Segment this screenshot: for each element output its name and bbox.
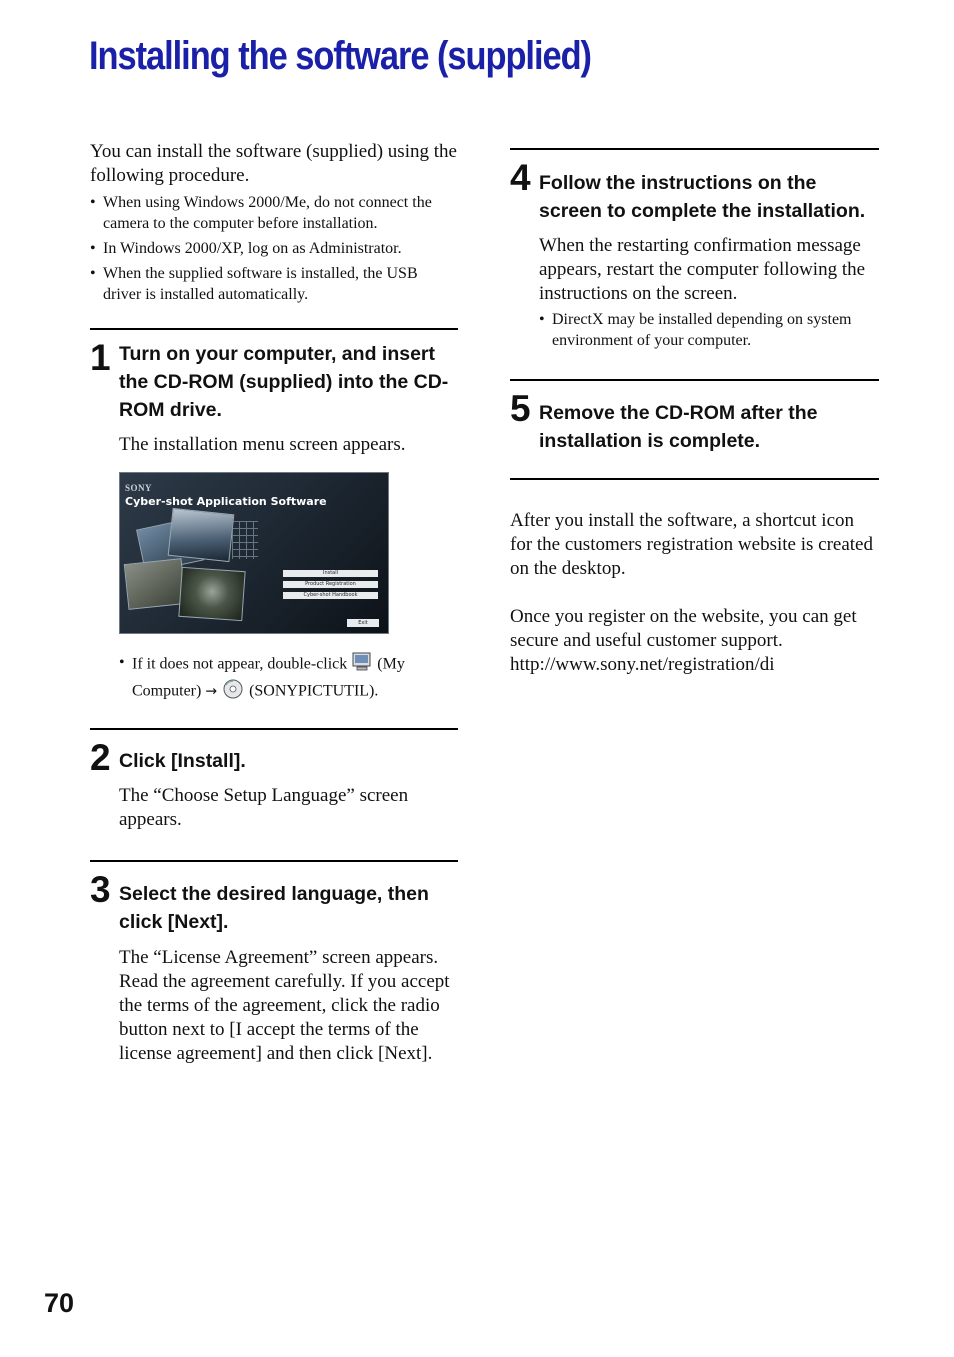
step-3 — [90, 860, 458, 1066]
screenshot-title: Cyber-shot Application Software — [125, 495, 327, 508]
my-computer-icon — [351, 652, 373, 678]
step-body — [119, 784, 458, 832]
photo-thumbnail — [168, 508, 235, 562]
after-install-text: Once you register on the website, you can get secure and useful customer support. — [510, 606, 857, 651]
step-heading: Turn on your computer, and insert the CD-ROM (supplied) into the CD-ROM drive. — [119, 343, 449, 421]
step-text: The “Choose Setup Language” screen appears. — [119, 785, 409, 830]
step-number: 1 — [90, 337, 111, 378]
step-text: The “License Agreement” screen appears. — [119, 947, 439, 968]
intro-bullet-list — [90, 192, 458, 305]
page-title: Installing the software (supplied) — [89, 34, 591, 78]
step-note-list — [119, 652, 458, 706]
step-body — [119, 946, 458, 1066]
page-number: 70 — [44, 1288, 75, 1318]
photo-thumbnail — [178, 567, 245, 621]
step-text: When the restarting confirmation message appears, restart the computer following the instructions on the screen. — [539, 235, 866, 304]
step-note — [119, 652, 458, 706]
right-column — [510, 148, 879, 677]
note-text: (SONYPICTUTIL). — [249, 682, 379, 700]
install-menu-button[interactable]: Install — [283, 570, 378, 577]
step-4 — [510, 148, 879, 351]
step-heading: Remove the CD-ROM after the installation is complete. — [539, 402, 818, 452]
step-number: 5 — [510, 388, 531, 429]
step-number: 2 — [90, 737, 111, 778]
exit-menu-button[interactable]: Exit — [347, 619, 379, 627]
intro-bullet: • When the supplied software is installed, the USB driver is installed automatically. — [90, 263, 458, 305]
note-text: If it does not appear, double-click — [132, 655, 348, 673]
step-1 — [90, 328, 458, 706]
after-install-text: After you install the software, a shortcut icon for the customers registration website is created on the desktop. — [510, 510, 873, 579]
installation-menu-screenshot — [119, 472, 389, 634]
step-2 — [90, 728, 458, 832]
intro-text: You can install the software (supplied) using the following procedure. — [90, 141, 457, 186]
registration-link[interactable]: http://www.sony.net/registration/di — [510, 654, 775, 675]
step-heading: Select the desired language, then click [Next]. — [119, 883, 429, 933]
step-5 — [510, 379, 879, 480]
calendar-graphic — [232, 521, 258, 559]
step-body — [539, 234, 879, 351]
step-heading: Follow the instructions on the screen to complete the installation. — [539, 172, 866, 222]
step-note: • DirectX may be installed depending on system environment of your computer. — [539, 309, 879, 351]
intro-bullet: • In Windows 2000/XP, log on as Administrator. — [90, 238, 458, 259]
step-body — [119, 433, 458, 706]
note-text: (My Computer) — [132, 655, 405, 700]
step-text: The installation menu screen appears. — [119, 434, 406, 455]
step-heading: Click [Install]. — [119, 750, 246, 772]
step-text: Read the agreement carefully. If you accept the terms of the agreement, click the radio button next to [I accept the terms of the license agreement] and then click [Next]. — [119, 971, 450, 1064]
after-install-section — [510, 509, 879, 677]
left-column — [90, 140, 458, 1066]
step-note-list — [539, 309, 879, 351]
photo-thumbnail — [124, 558, 186, 610]
handbook-menu-button[interactable]: Cyber-shot Handbook — [283, 592, 378, 599]
cd-drive-icon — [221, 678, 245, 706]
step-number: 3 — [90, 869, 111, 910]
product-registration-menu-button[interactable]: Product Registration — [283, 581, 378, 588]
arrow-icon: → — [205, 683, 218, 700]
step-number: 4 — [510, 157, 531, 198]
sony-logo: SONY — [125, 483, 153, 493]
intro-bullet: • When using Windows 2000/Me, do not connect the camera to the computer before installation. — [90, 192, 458, 234]
